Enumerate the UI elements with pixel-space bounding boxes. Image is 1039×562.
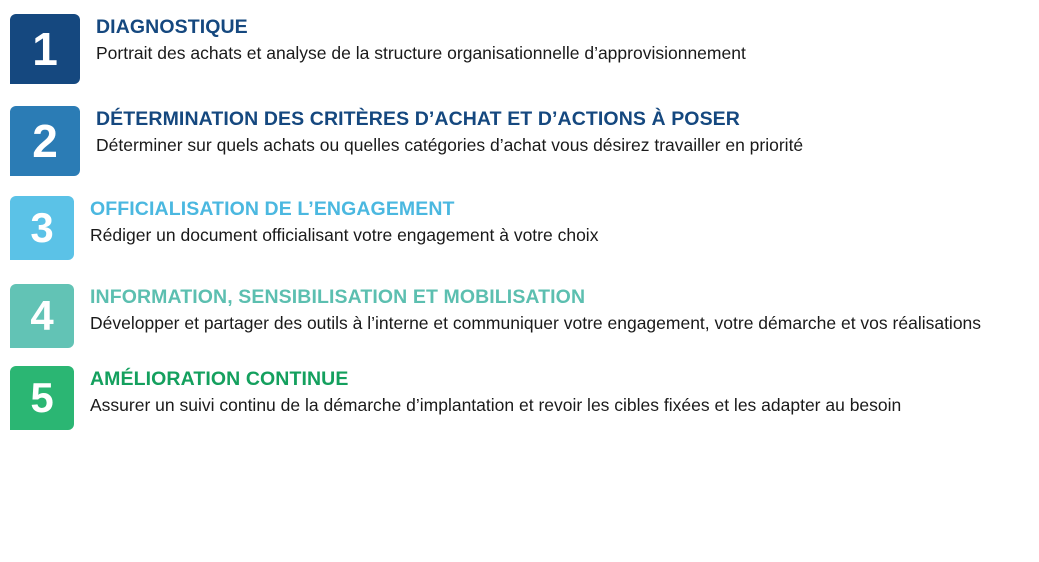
step-description: Assurer un suivi continu de la démarche d’implantation et revoir les cibles fixées et les adapter au besoin [90, 395, 902, 416]
step-title: OFFICIALISATION DE L’ENGAGEMENT [90, 198, 455, 220]
step-item [0, 284, 1039, 348]
step-description: Portrait des achats et analyse de la structure organisationnelle d’approvisionnement [96, 43, 746, 64]
step-item [0, 14, 1039, 84]
step-body [96, 106, 996, 158]
step-number-badge: 5 [10, 366, 74, 430]
step-description: Rédiger un document officialisant votre engagement à votre choix [90, 225, 599, 246]
step-number-badge: 4 [10, 284, 74, 348]
step-title: AMÉLIORATION CONTINUE [90, 368, 349, 390]
step-item [0, 106, 1039, 176]
step-number-badge: 3 [10, 196, 74, 260]
step-body [90, 284, 990, 336]
step-body [90, 366, 990, 418]
step-body [96, 14, 996, 66]
step-title: INFORMATION, SENSIBILISATION ET MOBILISATION [90, 286, 586, 308]
step-number-badge: 1 [10, 14, 80, 84]
step-description: Déterminer sur quels achats ou quelles catégories d’achat vous désirez travailler en priorité [96, 135, 804, 156]
step-title: DIAGNOSTIQUE [96, 16, 248, 38]
step-title: DÉTERMINATION DES CRITÈRES D’ACHAT ET D’ACTIONS À POSER [96, 108, 740, 130]
step-body [90, 196, 990, 248]
step-description: Développer et partager des outils à l’interne et communiquer votre engagement, votre démarche et vos réalisations [90, 313, 982, 334]
step-number-badge: 2 [10, 106, 80, 176]
step-item [0, 196, 1039, 260]
step-item [0, 366, 1039, 430]
